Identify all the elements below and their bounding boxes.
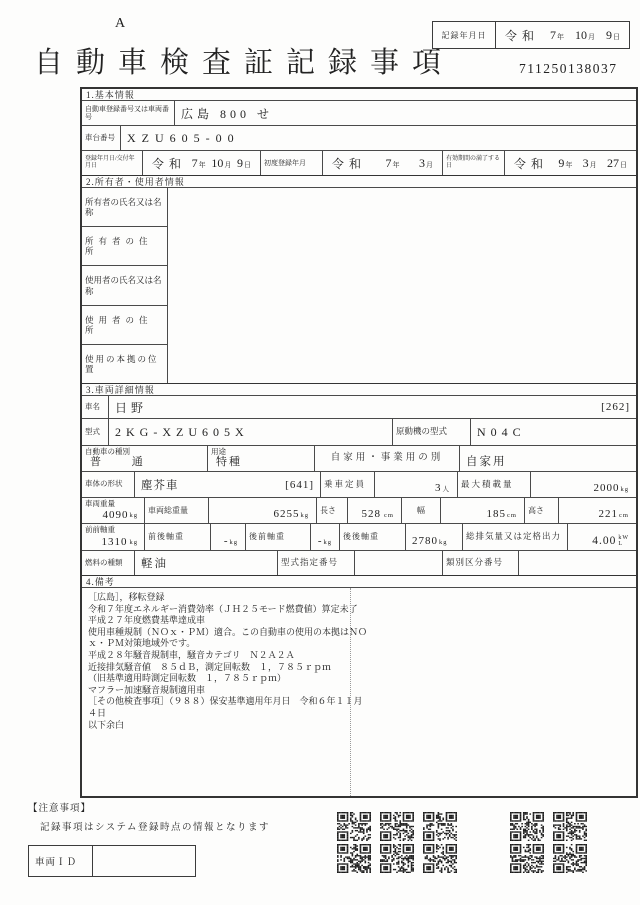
era-text: 令和 (332, 156, 367, 171)
remark-line: 令和７年度エネルギー消費効率（ＪＨ２５モード燃費値）算定未了 (88, 603, 358, 614)
body-shape-label: 車体の形状 (85, 479, 123, 489)
qr-code (423, 844, 457, 873)
registration-date-label: 登録年月日/交付年月日 (85, 156, 135, 169)
axle-rr-label: 後後軸重 (339, 524, 405, 550)
qr-code (553, 844, 587, 873)
owner-address-label: 所有者の住所 (82, 226, 167, 265)
section-heading-basic: 1.基本情報 (86, 90, 135, 100)
remark-line: （旧基準適用時測定回転数 １，７８５ｒｐｍ） (88, 673, 287, 684)
axle-rf-label: 後前軸重 (245, 524, 310, 550)
day-group: 9日 (605, 27, 620, 42)
output-units: kW L (618, 535, 629, 547)
year-group: 7年 (550, 27, 564, 42)
chassis-number-value: XZU605-00 (120, 126, 636, 150)
base-location-label: 使用の本拠の位置 (82, 344, 167, 383)
category-cell (82, 446, 207, 471)
class-number-value (518, 551, 636, 575)
registration-number-value: 広島 800 せ (174, 101, 636, 125)
total-output-value: 4.00 kW L (567, 524, 636, 550)
first-registration-label: 初度登録年月 (260, 151, 322, 175)
row-dates (82, 150, 636, 175)
axle-ff-value: 1310 kg (101, 536, 138, 548)
axle-rr-value: 2780 kg (405, 524, 462, 550)
row-car-name (82, 395, 636, 418)
qr-code (423, 812, 457, 841)
type-cert-label: 型式指定番号 (277, 551, 354, 575)
class-number-label: 類別区分番号 (442, 551, 518, 575)
qr-code (337, 812, 371, 841)
section-heading-vehicle: 3.車両詳細情報 (82, 383, 636, 395)
record-date-label: 記録年月日 (433, 22, 496, 48)
engine-model-value: N04C (470, 419, 636, 445)
engine-model-label: 原動機の型式 (392, 419, 470, 445)
axle-fr-value: - kg (210, 524, 245, 550)
year-group: 9年 (558, 155, 573, 170)
vehicle-id-box (28, 845, 196, 877)
category-label: 自動車の種別 (85, 447, 130, 456)
qr-code-group-right (510, 812, 587, 873)
remarks-text (82, 587, 636, 796)
month-group: 3月 (582, 155, 597, 170)
use-label: 用途 (211, 447, 226, 456)
body-shape-code: [641] (285, 478, 314, 491)
year-group: 7年 (385, 155, 400, 170)
remark-line: 平成２８年騒音規制車，騒音カテゴリ Ｎ２Ａ２Ａ (88, 649, 295, 660)
registration-date-value (142, 151, 260, 175)
row-chassis-number (82, 125, 636, 150)
owner-user-labels (82, 188, 167, 383)
year-group: 7年 (191, 155, 206, 170)
fuel-label: 燃料の種類 (85, 557, 123, 567)
gross-weight-label: 車両総重量 (144, 498, 208, 523)
car-name-code: [262] (601, 401, 630, 413)
user-name-label: 使用者の氏名又は名称 (82, 265, 167, 304)
vehicle-weight-label: 車両重量 (85, 499, 115, 508)
expiry-date-value (504, 151, 636, 175)
page-mark: A (115, 16, 126, 31)
row-axle-weights (82, 523, 636, 550)
era-text: 令和 (505, 28, 540, 43)
length-value: 528 cm (347, 498, 401, 523)
day-group: 9日 (236, 155, 251, 170)
remark-line: 近接排気騒音値 ８５ｄＢ，測定回転数 １，７８５ｒｐｍ (88, 661, 332, 672)
remark-line: 使用車種規制（ＮＯｘ・ＰＭ）適合。この自動車の使用の本拠はＮＯ (88, 626, 368, 637)
length-label: 長さ (316, 498, 347, 523)
remark-line: 平成２７年度燃費基準達成車 (88, 615, 206, 626)
use-cell (207, 446, 314, 471)
vehicle-weight-cell (82, 498, 144, 523)
height-label: 高さ (524, 498, 558, 523)
car-name-label: 車名 (85, 401, 100, 411)
page-title: 自動車検査証記録事項 (34, 47, 455, 79)
total-output-label: 総排気量又は定格出力 (462, 524, 567, 550)
type-cert-value (354, 551, 442, 575)
day-group: 27日 (607, 155, 627, 170)
remark-line: ４日 (88, 707, 107, 718)
owner-user-value-area (167, 188, 636, 383)
height-value: 221 cm (558, 498, 636, 523)
qr-code (510, 812, 544, 841)
expiry-date-label: 有効期間の満了する日 (442, 151, 504, 175)
car-name-cell (108, 396, 636, 418)
use-value: 特種 (216, 456, 242, 468)
axle-fr-label: 前後軸重 (144, 524, 210, 550)
category-value: 普 通 (90, 456, 157, 468)
fuel-value: 軽油 (134, 551, 277, 575)
qr-code (380, 844, 414, 873)
registration-number-label: 自動車登録番号又は車両番号 (85, 104, 169, 121)
row-fuel (82, 550, 636, 575)
body-shape-cell (134, 472, 320, 497)
owner-name-label: 所有者の氏名又は名称 (85, 196, 162, 218)
row-weights (82, 497, 636, 523)
gross-weight-value: 6255 kg (208, 498, 316, 523)
record-date-box (432, 21, 630, 49)
body-shape-value: 塵芥車 (141, 479, 179, 492)
remark-line: ｘ・ＰＭ対策地域外です。 (88, 638, 196, 649)
section-heading-remarks: 4.備考 (82, 575, 636, 587)
qr-code (337, 844, 371, 873)
remark-line: 以下余白 (88, 719, 125, 730)
remark-line: マフラー加速騒音規制適用車 (88, 684, 206, 695)
row-category (82, 445, 636, 471)
notice-body: 記録事項はシステム登録時点の情報となります (40, 823, 271, 833)
notice-heading: 【注意事項】 (28, 804, 92, 814)
document-number: 711250138037 (519, 61, 618, 76)
car-name-value: 日野 (115, 400, 148, 415)
qr-code (380, 812, 414, 841)
qr-code (553, 812, 587, 841)
axle-ff-label: 前前軸重 (85, 525, 115, 534)
max-load-label: 最大積載量 (457, 472, 530, 497)
model-value: 2KG-XZU605X (108, 419, 392, 445)
month-group: 3月 (418, 155, 433, 170)
main-table (80, 87, 638, 798)
row-body-shape (82, 471, 636, 497)
vehicle-id-value (93, 846, 195, 876)
capacity-value: 3 人 (374, 472, 457, 497)
ownership-label: 自家用・事業用の別 (314, 446, 459, 471)
chassis-number-label: 車台番号 (85, 132, 115, 142)
qr-code (510, 844, 544, 873)
remark-line: ［広島］，移転登録 (88, 592, 165, 602)
remark-line: ［その他検査事項］（９８８）保安基準適用年月日 令和６年１１月 (88, 696, 363, 707)
max-load-value: 2000 kg (530, 472, 636, 497)
capacity-label: 乗車定員 (320, 472, 374, 497)
model-label: 型式 (85, 426, 100, 436)
section-heading-owner: 2.所有者・使用者情報 (82, 175, 636, 187)
row-registration-number (82, 100, 636, 125)
width-value: 185 cm (440, 498, 524, 523)
axle-ff-cell (82, 524, 144, 550)
vehicle-id-label: 車両ＩＤ (29, 846, 93, 876)
era-text: 令和 (514, 156, 549, 171)
era-text: 令和 (152, 156, 187, 171)
ownership-value: 自家用 (459, 446, 636, 471)
record-date-value (496, 22, 629, 48)
row-model (82, 418, 636, 445)
month-group: 10月 (211, 155, 232, 170)
vehicle-weight-value: 4090kg (102, 509, 138, 521)
user-address-label: 使用者の住所 (82, 305, 167, 344)
width-label: 幅 (401, 498, 440, 523)
month-group: 10月 (574, 27, 595, 42)
qr-code-group-left (337, 812, 457, 873)
first-registration-value (322, 151, 442, 175)
axle-rf-value: - kg (310, 524, 339, 550)
owner-user-block (82, 187, 636, 383)
